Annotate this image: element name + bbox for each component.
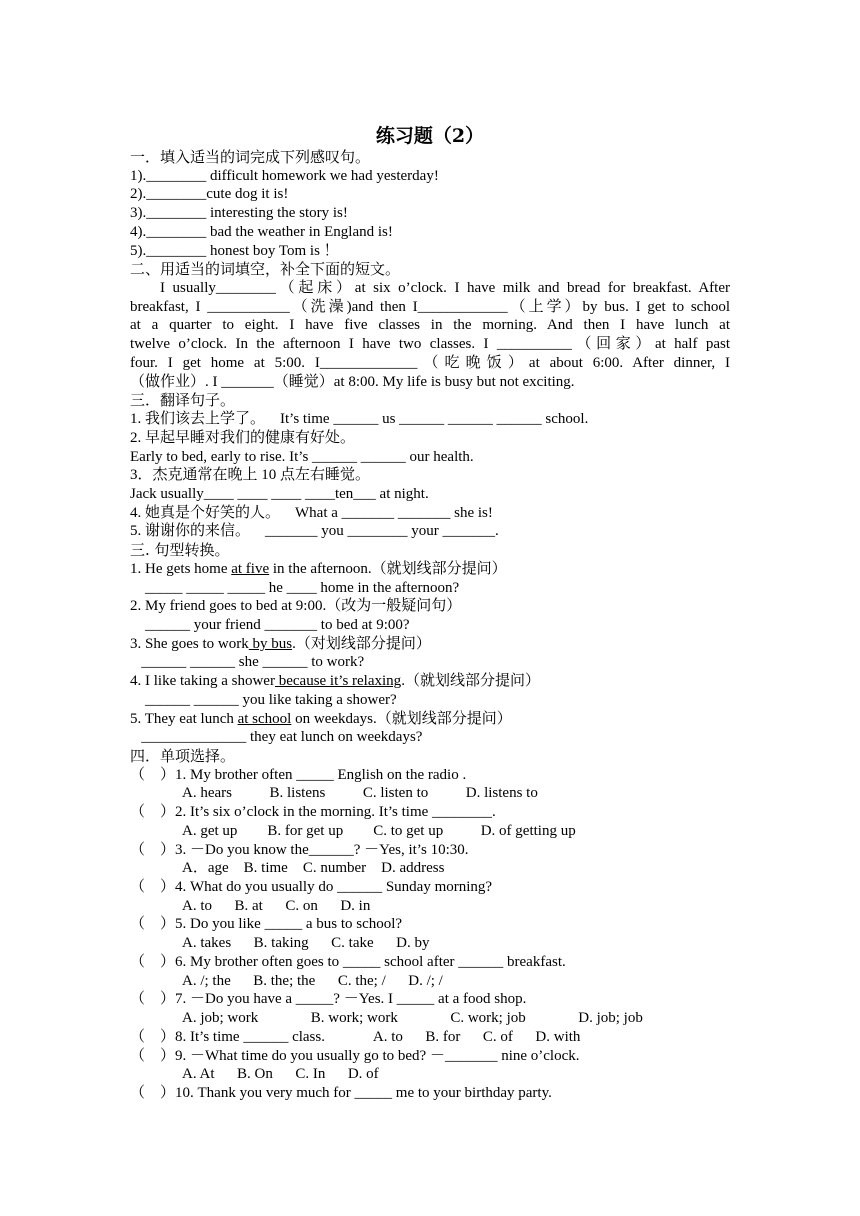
s3-line-3: Early to bed, early to rise. It’s ______ ______ our health. [130, 448, 474, 465]
worksheet-content [130, 148, 730, 1103]
mc-question-9: （ ）9. －What time do you usually go to bed? －_______ nine o’clock. [130, 1047, 580, 1064]
s4-question-4 [130, 672, 730, 691]
s4-q4-post: .（就划线部分提问） [401, 673, 540, 690]
mc-question-4: （ ）4. What do you usually do ______ Sunday morning? [130, 879, 493, 896]
mc-question-2: （ ）2. It’s six o’clock in the morning. It’s time ________. [130, 804, 496, 821]
mc-options-9: A. At B. On C. In D. of [182, 1066, 379, 1083]
section-3-heading: 三．翻译句子。 [130, 391, 236, 410]
s4-answer-3: ______ ______ she ______ to work? [130, 654, 365, 671]
s4-q1-pre: 1. He gets home [130, 560, 232, 577]
s4-q3-underlined: by bus [248, 635, 293, 652]
s4-q1-post: in the afternoon.（就划线部分提问） [269, 560, 507, 577]
section-1-heading: 一．填入适当的词完成下列感叹句。 [130, 148, 371, 166]
s4-q3-pre: 3. She goes to work [130, 635, 249, 652]
mc-options-5: A. takes B. taking C. take D. by [182, 935, 430, 952]
mc-question-5: （ ）5. Do you like _____ a bus to school? [130, 916, 403, 933]
s4-q1-underlined: at five [231, 560, 270, 577]
mc-question-6: （ ）6. My brother often goes to _____ school after ______ breakfast. [130, 953, 566, 970]
mc-options-2: A. get up B. for get up C. to get up D. of getting up [182, 822, 576, 839]
mc-question-8: （ ）8. It’s time ______ class. A. to B. for C. of D. with [130, 1028, 581, 1045]
mc-options-3: A．age B. time C. number D. address [182, 860, 445, 877]
s3-line-1: 1. 我们该去上学了。 It’s time ______ us ______ ______ ______ school. [130, 411, 589, 428]
s4-question-5 [130, 710, 730, 729]
section-5-heading: 四．单项选择。 [130, 747, 236, 765]
s4-q3-post: .（对划线部分提问） [292, 635, 431, 652]
s2-passage-line-6: （做作业）. I _______（睡觉）at 8:00. My life is busy but not exciting. [130, 373, 575, 390]
s3-line-7: 5. 谢谢你的来信。 _______ you ________ your _______. [130, 523, 499, 540]
s3-line-4: 3．杰克通常在晚上 10 点左右睡觉。 [130, 467, 371, 484]
s4-q5-pre: 5. They eat lunch [130, 710, 238, 727]
s4-q4-underlined: because it’s relaxing [274, 673, 402, 690]
mc-question-7: （ ）7. －Do you have a _____? －Yes. I _____ at a food shop. [130, 991, 527, 1008]
s3-line-6: 4. 她真是个好笑的人。 What a _______ _______ she is! [130, 504, 493, 521]
s4-question-1 [130, 560, 730, 579]
s1-item-5: 5).________ honest boy Tom is ！ [130, 242, 339, 259]
s2-passage-line-1: I usually________（起床）at six o’clock. I have milk and bread for breakfast. After [160, 280, 730, 297]
s1-item-4: 4).________ bad the weather in England is! [130, 223, 393, 240]
mc-options-7: A. job; work B. work; work C. work; job D. job; job [182, 1010, 643, 1027]
s3-line-5: Jack usually____ ____ ____ ____ten___ at night. [130, 485, 429, 502]
mc-question-3: （ ）3. －Do you know the______? －Yes, it’s 10:30. [130, 841, 469, 858]
s4-answer-2: ______ your friend _______ to bed at 9:00? [130, 616, 410, 633]
mc-options-4: A. to B. at C. on D. in [182, 897, 371, 914]
s1-item-3: 3).________ interesting the story is! [130, 205, 348, 222]
mc-options-1: A. hears B. listens C. listen to D. listens to [182, 785, 538, 802]
mc-options-6: A. /; the B. the; the C. the; / D. /; / [182, 972, 443, 989]
mc-question-10: （ ）10. Thank you very much for _____ me to your birthday party. [130, 1084, 552, 1101]
s2-passage-line-3: at a quarter to eight. I have five classes in the morning. And then I have lunch at [130, 317, 730, 334]
s4-question-3 [130, 635, 730, 654]
s4-q4-pre: 4. I like taking a shower [130, 673, 275, 690]
s4-q5-post: on weekdays.（就划线部分提问） [291, 710, 512, 727]
s4-answer-5: ______________ they eat lunch on weekdays? [130, 729, 423, 746]
page-title: 练习题（2） [375, 125, 485, 147]
section-4-heading: 三. 句型转换。 [130, 541, 230, 560]
s4-answer-1: _____ _____ _____ he ____ home in the afternoon? [130, 579, 460, 596]
s4-answer-4: ______ ______ you like taking a shower? [130, 691, 397, 708]
s3-line-2: 2. 早起早睡对我们的健康有好处。 [130, 429, 356, 446]
s2-passage-line-4: twelve o’clock. In the afternoon I have two classes. I __________（回家）at half past [130, 336, 730, 353]
s4-q5-underlined: at school [237, 710, 292, 727]
s2-passage-line-2: breakfast, I ___________（洗澡)and then I____________（上学）by bus. I get to school [130, 298, 730, 315]
s2-passage-line-5: four. I get home at 5:00. I_____________（吃晚饭）at about 6:00. After dinner, I [130, 354, 730, 371]
s1-item-2: 2).________cute dog it is! [130, 186, 289, 203]
s1-item-1: 1).________ difficult homework we had yesterday! [130, 167, 439, 184]
section-2-heading: 二、用适当的词填空，补全下面的短文。 [130, 260, 401, 279]
mc-question-1: （ ）1. My brother often _____ English on the radio . [130, 766, 467, 783]
s4-question-2: 2. My friend goes to bed at 9:00.（改为一般疑问句） [130, 598, 462, 615]
